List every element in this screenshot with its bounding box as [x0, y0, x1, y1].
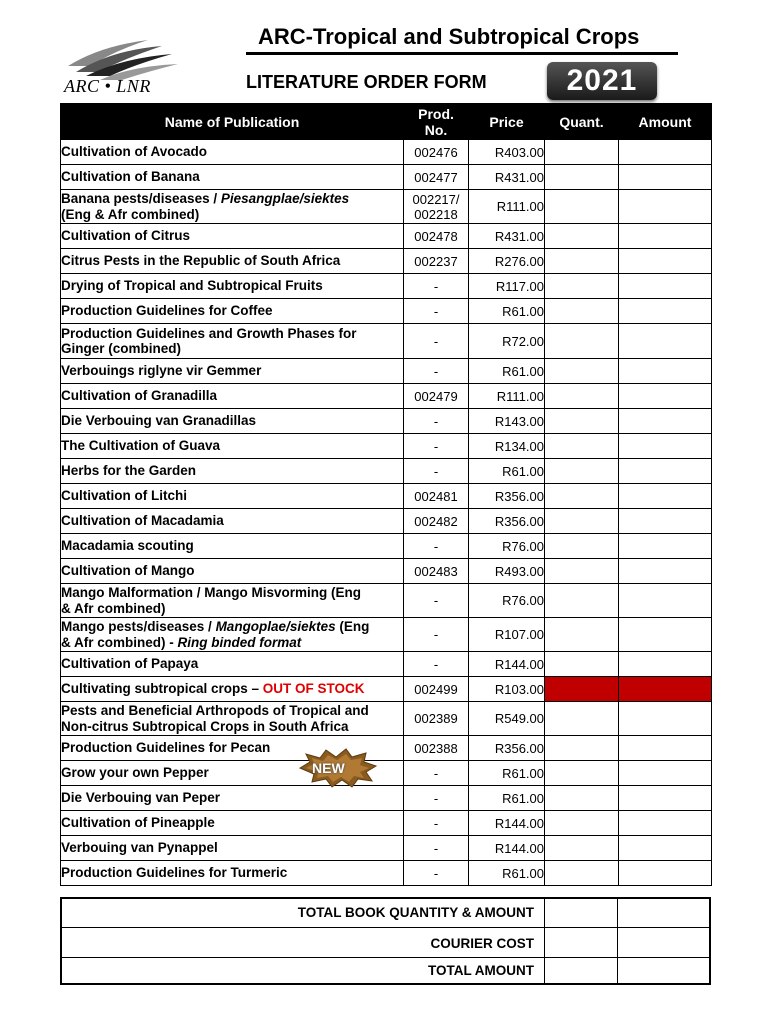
- product-number-text: -: [433, 438, 439, 454]
- publication-name-part: Banana pests/diseases /: [61, 191, 221, 206]
- product-number: [404, 618, 469, 652]
- product-number-text: -: [433, 278, 439, 294]
- amount-cell[interactable]: [619, 736, 712, 761]
- publication-name-part: Die Verbouing van Peper: [61, 790, 221, 806]
- courier-amount-cell[interactable]: [617, 928, 710, 958]
- product-number-text: -: [433, 815, 439, 831]
- form-title: LITERATURE ORDER FORM: [246, 72, 487, 92]
- table-row: [61, 702, 712, 736]
- quantity-cell[interactable]: [545, 190, 619, 224]
- order-table: [60, 103, 712, 886]
- price: R549.00: [469, 702, 545, 736]
- publication-name: [61, 861, 404, 886]
- price: R117.00: [469, 274, 545, 299]
- price: R144.00: [469, 652, 545, 677]
- product-number-text: 002479: [414, 388, 458, 404]
- product-number-text: 002388: [414, 740, 458, 756]
- product-number-text: -: [433, 656, 439, 672]
- page-title: ARC-Tropical and Subtropical Crops: [258, 24, 640, 49]
- price: R144.00: [469, 811, 545, 836]
- price: R493.00: [469, 559, 545, 584]
- publication-name-part: Cultivation of Pineapple: [61, 815, 215, 831]
- publication-name: [61, 409, 404, 434]
- publication-name: [61, 836, 404, 861]
- amount-cell[interactable]: [619, 761, 712, 786]
- publication-name: [61, 299, 404, 324]
- amount-cell[interactable]: [619, 324, 712, 359]
- grand-total-quantity-cell[interactable]: [544, 958, 618, 985]
- publication-name-part: Cultivation of Macadamia: [61, 513, 224, 529]
- publication-name: [61, 652, 404, 677]
- product-number: [404, 249, 469, 274]
- table-row: [61, 274, 712, 299]
- publication-name: [61, 434, 404, 459]
- publication-name: [61, 786, 404, 811]
- publication-name: [61, 165, 404, 190]
- publication-name-part: Ring binded format: [177, 634, 302, 650]
- product-number-text: 002482: [414, 513, 458, 529]
- quantity-cell[interactable]: [545, 736, 619, 761]
- amount-cell[interactable]: [619, 836, 712, 861]
- table-row: [61, 324, 712, 359]
- product-number-text: 002218: [414, 206, 458, 222]
- product-number: [404, 324, 469, 359]
- amount-cell[interactable]: [619, 140, 712, 165]
- publication-name: [61, 249, 404, 274]
- publication-name: [61, 359, 404, 384]
- publication-name-part: Verbouing van Pynappel: [61, 840, 218, 856]
- product-number-text: 002389: [414, 711, 458, 726]
- publication-name-part: Mango Malformation / Mango Misvorming (Eng: [61, 585, 361, 600]
- product-number: [404, 484, 469, 509]
- price: R111.00: [469, 190, 545, 224]
- col-header-amount: Amount: [619, 104, 712, 140]
- product-number: [404, 299, 469, 324]
- product-number: [404, 359, 469, 384]
- amount-cell[interactable]: [619, 534, 712, 559]
- price: R356.00: [469, 509, 545, 534]
- quantity-cell[interactable]: [545, 786, 619, 811]
- amount-cell[interactable]: [619, 584, 712, 618]
- amount-cell[interactable]: [619, 559, 712, 584]
- amount-cell[interactable]: [619, 861, 712, 886]
- publication-name-part: Mangoplae/siektes: [215, 619, 336, 634]
- product-number: [404, 786, 469, 811]
- table-row: [61, 836, 712, 861]
- product-number-text: -: [433, 593, 439, 608]
- col-header-price: Price: [469, 104, 545, 140]
- publication-name: [61, 190, 404, 224]
- publication-name-part: Cultivation of Banana: [61, 169, 200, 185]
- publication-name-part: Cultivation of Citrus: [61, 228, 190, 244]
- publication-name-part: The Cultivation of Guava: [61, 438, 221, 454]
- price: R76.00: [469, 534, 545, 559]
- amount-cell[interactable]: [619, 165, 712, 190]
- product-number-text: -: [433, 413, 439, 429]
- table-row: [61, 786, 712, 811]
- publication-name: [61, 811, 404, 836]
- publication-name-part: Cultivating subtropical crops –: [61, 681, 263, 697]
- table-row: [61, 861, 712, 886]
- publication-name-part: (Eng: [335, 619, 370, 634]
- quantity-cell[interactable]: [545, 224, 619, 249]
- product-number-text: 002483: [414, 563, 458, 579]
- quantity-cell[interactable]: [545, 484, 619, 509]
- quantity-cell[interactable]: [545, 534, 619, 559]
- quantity-cell[interactable]: [545, 359, 619, 384]
- product-number: [404, 861, 469, 886]
- product-number: [404, 140, 469, 165]
- quantity-cell: [545, 677, 619, 702]
- publication-name: [61, 509, 404, 534]
- total-quantity-cell[interactable]: [544, 899, 618, 928]
- quantity-cell[interactable]: [545, 165, 619, 190]
- quantity-cell[interactable]: [545, 299, 619, 324]
- product-number-text: -: [433, 865, 439, 881]
- quantity-cell[interactable]: [545, 652, 619, 677]
- amount-cell[interactable]: [619, 702, 712, 736]
- table-row: [61, 299, 712, 324]
- price: R107.00: [469, 618, 545, 652]
- table-row: [61, 384, 712, 409]
- publication-name-part: Grow your own Pepper: [61, 765, 209, 781]
- quantity-cell[interactable]: [545, 702, 619, 736]
- price: R111.00: [469, 384, 545, 409]
- publication-name: [61, 584, 404, 618]
- price: R356.00: [469, 484, 545, 509]
- publication-name-part: Production Guidelines for Coffee: [61, 303, 273, 319]
- table-row: [61, 190, 712, 224]
- product-number-text: 002237: [414, 253, 458, 269]
- product-number: [404, 811, 469, 836]
- quantity-cell[interactable]: [545, 861, 619, 886]
- product-number: [404, 274, 469, 299]
- publication-name-part: Non-citrus Subtropical Crops in South Africa: [61, 718, 349, 734]
- quantity-cell[interactable]: [545, 761, 619, 786]
- publication-name-part: Piesangplae/siektes: [220, 191, 350, 206]
- price: R143.00: [469, 409, 545, 434]
- publication-name: [61, 618, 404, 652]
- amount-cell[interactable]: [619, 249, 712, 274]
- quantity-cell[interactable]: [545, 618, 619, 652]
- publication-name-part: Herbs for the Garden: [61, 463, 197, 479]
- product-number-text: -: [433, 333, 439, 349]
- product-number: [404, 409, 469, 434]
- product-number: [404, 224, 469, 249]
- title-divider: [246, 52, 678, 55]
- amount-cell[interactable]: [619, 224, 712, 249]
- product-number-text: -: [433, 840, 439, 856]
- table-header-row: [61, 104, 712, 140]
- amount-cell: [619, 677, 712, 702]
- product-number-text: 002217/: [412, 191, 460, 207]
- product-number-text: 002478: [414, 228, 458, 244]
- price: R431.00: [469, 224, 545, 249]
- product-number-text: -: [433, 538, 439, 554]
- quantity-cell[interactable]: [545, 249, 619, 274]
- publication-name-part: Cultivation of Papaya: [61, 656, 199, 672]
- quantity-cell[interactable]: [545, 384, 619, 409]
- price: R61.00: [469, 459, 545, 484]
- price: R61.00: [469, 299, 545, 324]
- product-number: [404, 384, 469, 409]
- quantity-cell[interactable]: [545, 324, 619, 359]
- publication-name-part: Macadamia scouting: [61, 538, 194, 554]
- publication-name: [61, 140, 404, 165]
- product-number-text: -: [433, 790, 439, 806]
- publication-name: [61, 702, 404, 736]
- price: R61.00: [469, 786, 545, 811]
- table-row: [61, 559, 712, 584]
- product-number-text: -: [433, 303, 439, 319]
- totals-box: [60, 897, 711, 985]
- table-row: [61, 534, 712, 559]
- price: R144.00: [469, 836, 545, 861]
- amount-cell[interactable]: [619, 786, 712, 811]
- price: R61.00: [469, 359, 545, 384]
- table-row: [61, 165, 712, 190]
- courier-quantity-cell[interactable]: [544, 928, 618, 958]
- table-row: [61, 140, 712, 165]
- amount-cell[interactable]: [619, 359, 712, 384]
- quantity-cell[interactable]: [545, 509, 619, 534]
- amount-cell[interactable]: [619, 190, 712, 224]
- price: R61.00: [469, 761, 545, 786]
- product-number-text: -: [433, 463, 439, 479]
- price: R76.00: [469, 584, 545, 618]
- table-row: [61, 434, 712, 459]
- quantity-cell[interactable]: [545, 559, 619, 584]
- amount-cell[interactable]: [619, 384, 712, 409]
- publication-name: [61, 459, 404, 484]
- publication-name-part: Cultivation of Mango: [61, 563, 195, 579]
- col-header-quantity: Quant.: [545, 104, 619, 140]
- product-number: [404, 736, 469, 761]
- product-number: [404, 190, 469, 224]
- product-number: [404, 584, 469, 618]
- price: R72.00: [469, 324, 545, 359]
- table-row: [61, 509, 712, 534]
- quantity-cell[interactable]: [545, 459, 619, 484]
- price: R431.00: [469, 165, 545, 190]
- product-number-text: 002476: [414, 144, 458, 160]
- publication-name-part: Citrus Pests in the Republic of South Africa: [61, 253, 341, 269]
- product-number: [404, 652, 469, 677]
- amount-cell[interactable]: [619, 618, 712, 652]
- product-number-text: 002477: [414, 169, 458, 185]
- courier-cost-label: COURIER COST: [430, 936, 534, 951]
- publication-name-part: Mango pests/diseases /: [61, 619, 216, 634]
- publication-name-part: & Afr combined): [61, 600, 166, 616]
- product-number: [404, 559, 469, 584]
- price: R134.00: [469, 434, 545, 459]
- table-row: [61, 618, 712, 652]
- publication-name: [61, 384, 404, 409]
- table-row: [61, 736, 712, 761]
- publication-name: [61, 677, 404, 702]
- table-row: [61, 359, 712, 384]
- total-amount-cell[interactable]: [617, 899, 710, 928]
- price: R276.00: [469, 249, 545, 274]
- product-number: [404, 836, 469, 861]
- publication-name-part: (Eng & Afr combined): [61, 206, 200, 222]
- table-row: [61, 459, 712, 484]
- publication-name-part: Cultivation of Granadilla: [61, 388, 218, 404]
- publication-name-part: Pests and Beneficial Arthropods of Tropical and: [61, 703, 369, 718]
- table-row: [61, 811, 712, 836]
- publication-name: [61, 274, 404, 299]
- product-number: [404, 534, 469, 559]
- publication-name-part: Die Verbouing van Granadillas: [61, 413, 257, 429]
- publication-name-part: Cultivation of Litchi: [61, 488, 187, 504]
- publication-name: [61, 324, 404, 359]
- product-number-text: -: [433, 363, 439, 379]
- table-row: [61, 409, 712, 434]
- amount-cell[interactable]: [619, 509, 712, 534]
- product-number: [404, 702, 469, 736]
- publication-name-part: & Afr combined) -: [61, 634, 178, 650]
- amount-cell[interactable]: [619, 811, 712, 836]
- publication-name-part: Production Guidelines for Turmeric: [61, 865, 288, 881]
- product-number: [404, 165, 469, 190]
- price: R356.00: [469, 736, 545, 761]
- amount-cell[interactable]: [619, 409, 712, 434]
- quantity-cell[interactable]: [545, 836, 619, 861]
- product-number: [404, 459, 469, 484]
- table-body: [61, 140, 712, 886]
- amount-cell[interactable]: [619, 484, 712, 509]
- product-number: [404, 434, 469, 459]
- publication-name-part: Production Guidelines for Pecan: [61, 740, 271, 756]
- quantity-cell[interactable]: [545, 140, 619, 165]
- price: R103.00: [469, 677, 545, 702]
- table-row: [61, 677, 712, 702]
- price: R61.00: [469, 861, 545, 886]
- product-number: [404, 509, 469, 534]
- table-row: [61, 484, 712, 509]
- publication-name-part: Cultivation of Avocado: [61, 144, 208, 160]
- quantity-cell[interactable]: [545, 434, 619, 459]
- publication-name-part: Verbouings riglyne vir Gemmer: [61, 363, 262, 379]
- amount-cell[interactable]: [619, 434, 712, 459]
- publication-name-part: Ginger (combined): [61, 341, 182, 356]
- product-number: [404, 677, 469, 702]
- quantity-cell[interactable]: [545, 584, 619, 618]
- grand-total-amount-cell[interactable]: [617, 958, 710, 985]
- col-header-prod-no: Prod. No.: [404, 104, 469, 140]
- table-row: [61, 761, 712, 786]
- table-row: [61, 249, 712, 274]
- amount-cell[interactable]: [619, 299, 712, 324]
- total-amount-label: TOTAL AMOUNT: [428, 963, 534, 978]
- product-number-text: 002481: [414, 488, 458, 504]
- table-row: [61, 224, 712, 249]
- quantity-cell[interactable]: [545, 409, 619, 434]
- quantity-cell[interactable]: [545, 274, 619, 299]
- col-header-name: Name of Publication: [61, 104, 404, 140]
- product-number-text: -: [433, 627, 439, 642]
- amount-cell[interactable]: [619, 652, 712, 677]
- publication-name-part: Drying of Tropical and Subtropical Fruits: [61, 278, 323, 294]
- amount-cell[interactable]: [619, 274, 712, 299]
- publication-name-part: OUT OF STOCK: [262, 681, 365, 697]
- publication-name: [61, 484, 404, 509]
- logo-text: ARC • LNR: [64, 76, 151, 96]
- product-number: [404, 761, 469, 786]
- amount-cell[interactable]: [619, 459, 712, 484]
- quantity-cell[interactable]: [545, 811, 619, 836]
- product-number-text: -: [433, 765, 439, 781]
- publication-name-part: Production Guidelines and Growth Phases for: [61, 325, 357, 341]
- new-badge-label: NEW: [312, 760, 345, 776]
- price: R403.00: [469, 140, 545, 165]
- year-badge: 2021: [547, 62, 657, 100]
- product-number-text: 002499: [414, 681, 458, 697]
- table-row: [61, 652, 712, 677]
- total-quantity-amount-label: TOTAL BOOK QUANTITY & AMOUNT: [297, 905, 534, 920]
- publication-name: [61, 224, 404, 249]
- table-row: [61, 584, 712, 618]
- publication-name: [61, 559, 404, 584]
- publication-name: [61, 534, 404, 559]
